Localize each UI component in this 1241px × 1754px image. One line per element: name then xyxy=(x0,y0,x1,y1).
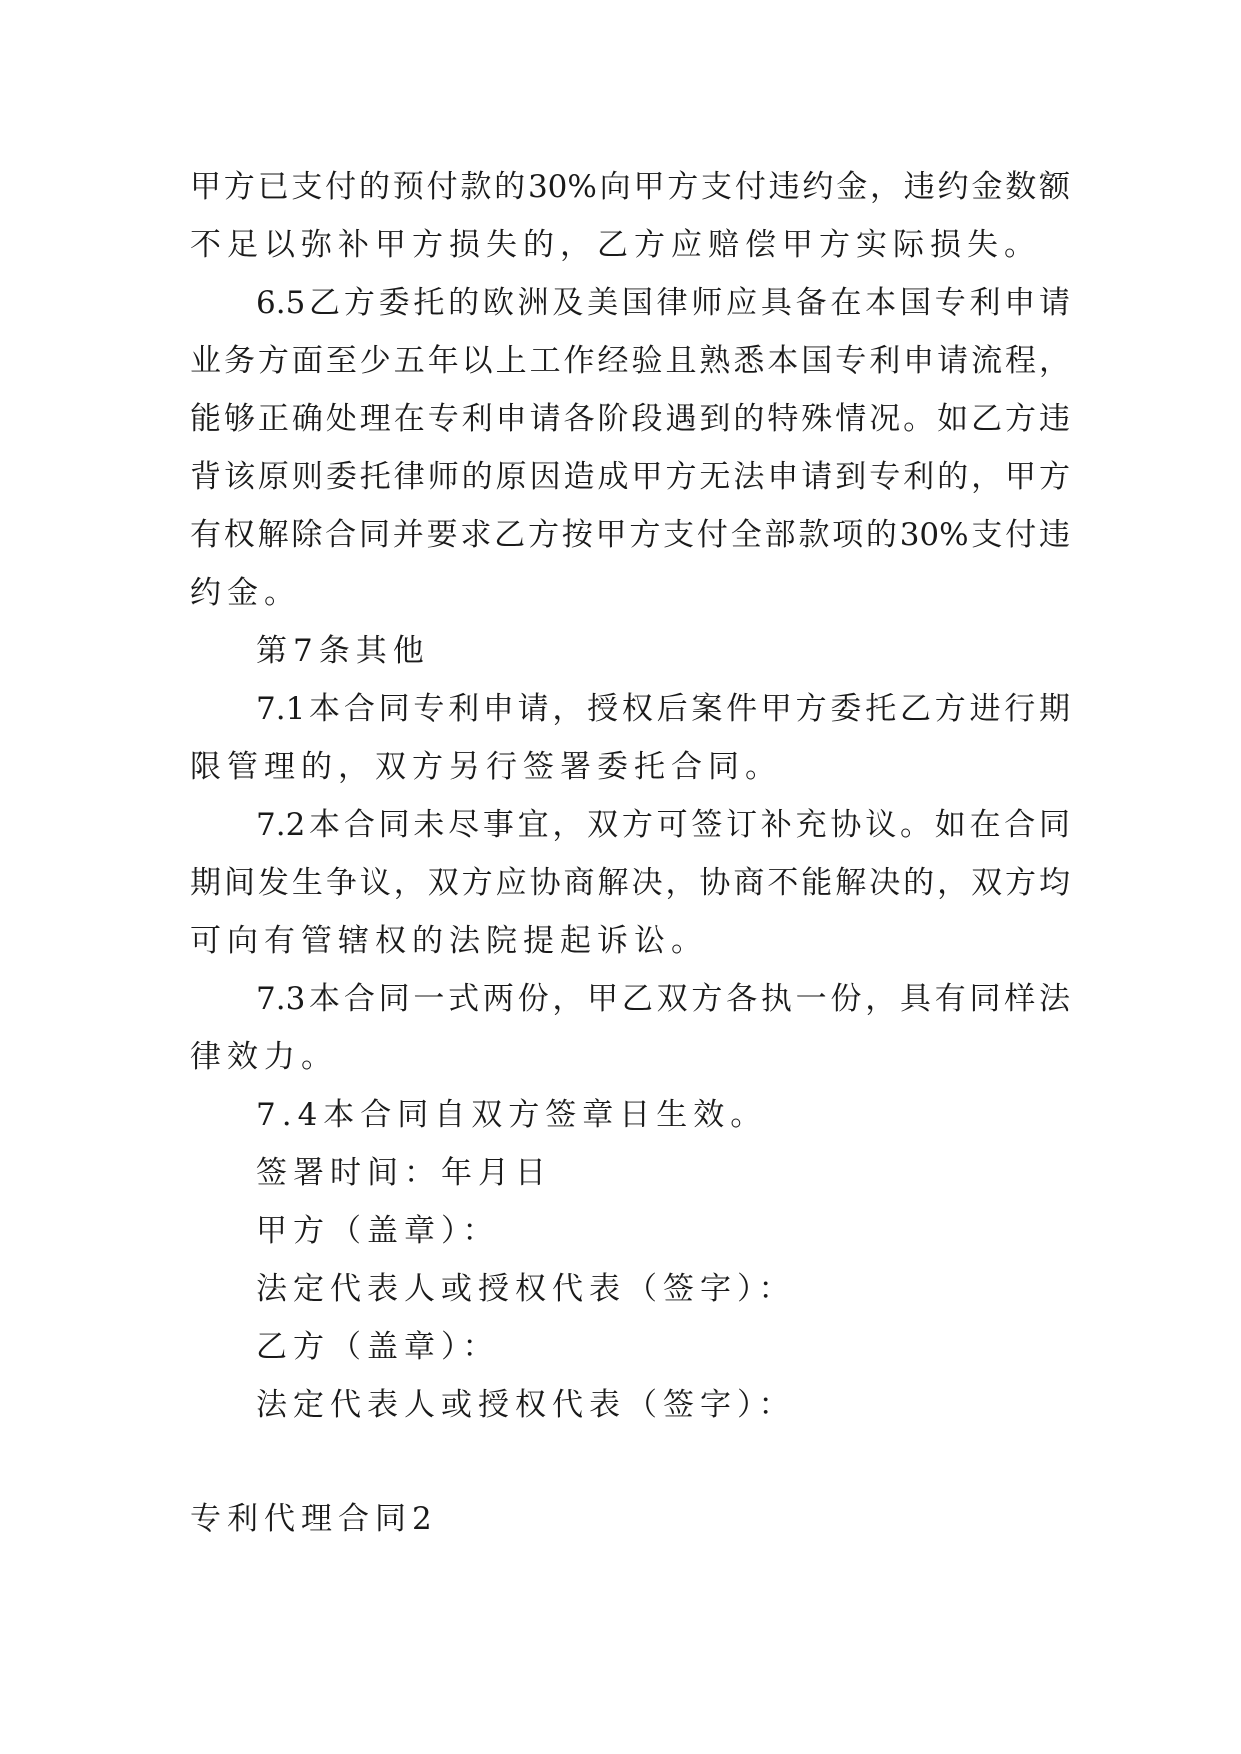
party-b-signature-line: 法定代表人或授权代表（签字）： xyxy=(256,1387,796,1423)
text-line: 限管理的，双方另行签署委托合同。 xyxy=(190,749,782,785)
section-heading: 第7条其他 xyxy=(256,633,430,669)
text-line: 背该原则委托律师的原因造成甲方无法申请到专利的，甲方 xyxy=(190,459,1070,495)
text-line: 7.2本合同未尽事宜，双方可签订补充协议。如在合同 xyxy=(256,807,1070,843)
text-line: 期间发生争议，双方应协商解决，协商不能解决的，双方均 xyxy=(190,865,1070,901)
text-line: 甲方已支付的预付款的30%向甲方支付违约金，违约金数额 xyxy=(190,169,1070,205)
party-a-seal-line: 甲方（盖章）： xyxy=(256,1213,500,1249)
text-line: 能够正确处理在专利申请各阶段遇到的特殊情况。如乙方违 xyxy=(190,401,1070,437)
text-line: 不足以弥补甲方损失的，乙方应赔偿甲方实际损失。 xyxy=(190,227,1041,263)
text-line: 业务方面至少五年以上工作经验且熟悉本国专利申请流程， xyxy=(190,343,1070,379)
party-a-signature-line: 法定代表人或授权代表（签字）： xyxy=(256,1271,796,1307)
text-line: 约金。 xyxy=(190,575,301,611)
text-line: 律效力。 xyxy=(190,1039,338,1075)
signing-date-line: 签署时间：年月日 xyxy=(256,1155,552,1191)
document-title: 专利代理合同2 xyxy=(190,1501,438,1537)
text-line: 可向有管辖权的法院提起诉讼。 xyxy=(190,923,708,959)
text-line: 有权解除合同并要求乙方按甲方支付全部款项的30%支付违 xyxy=(190,517,1070,553)
party-b-seal-line: 乙方（盖章）： xyxy=(256,1329,500,1365)
text-line: 7.1本合同专利申请，授权后案件甲方委托乙方进行期 xyxy=(256,691,1070,727)
text-line: 6.5乙方委托的欧洲及美国律师应具备在本国专利申请 xyxy=(256,285,1070,321)
text-line: 7.4本合同自双方签章日生效。 xyxy=(256,1097,768,1133)
text-line: 7.3本合同一式两份，甲乙双方各执一份，具有同样法 xyxy=(256,981,1070,1017)
